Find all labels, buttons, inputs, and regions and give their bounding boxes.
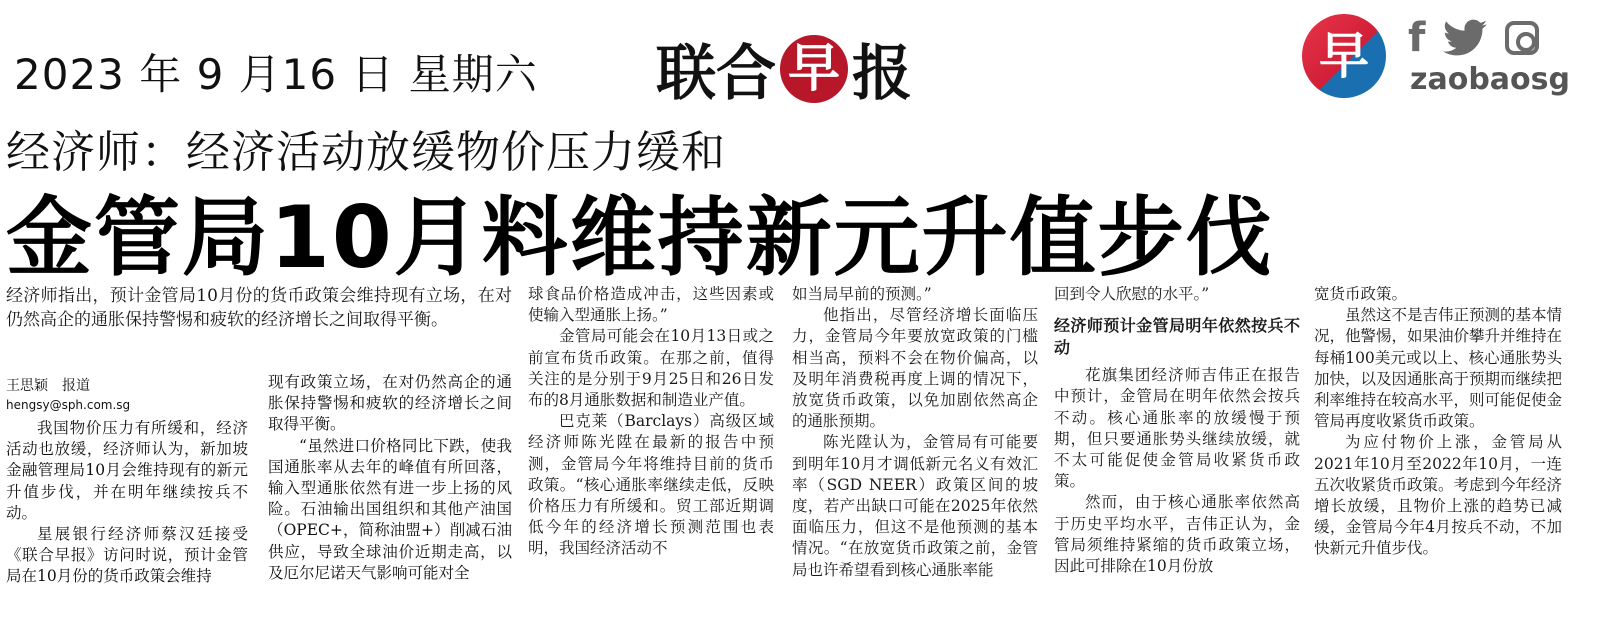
article-kicker: 经济师：经济活动放缓物价压力缓和 [6,127,726,178]
publication-date: 2023 年 9 月16 日 星期六 [14,50,538,99]
twitter-icon[interactable] [1443,19,1487,57]
article-lead: 经济师指出，预计金管局10月份的货币政策会维持现有立场，在对仍然高企的通胀保持警惕和疲软的经济增长之间取得平衡。 [6,286,512,330]
byline: 王思颖 报道 [6,378,90,394]
column-1a [6,372,248,588]
paragraph: 花旗集团经济师吉伟正在报告中预计，金管局在明年依然会按兵不动。核心通胀率的放缓慢于预期，但只要通胀势头继续放缓，就不太可能促使金管局收紧货币政策。 [1054,366,1300,491]
column-1b [268,372,512,584]
paragraph: 金管局可能会在10月13日或之前宣布货币政策。在那之前，值得关注的是分别于9月25日和26日发布的8月通胀数据和制造业产值。 [528,327,774,410]
paragraph: 宽货币政策。 [1314,285,1408,303]
lead-block [6,284,512,340]
masthead-logo [656,26,912,112]
zaobao-round-logo: 早 [1302,14,1386,98]
masthead-right-text: 报 [852,39,912,109]
section-subhead: 经济师预计金管局明年依然按兵不动 [1054,316,1300,358]
article-headline: 金管局10月料维持新元升值步伐 [6,188,1274,288]
masthead-circle-char: 早 [780,35,848,103]
masthead-left-text: 联合 [656,39,776,109]
author-email[interactable]: hengsy@sph.com.sg [6,398,131,412]
paragraph: “虽然进口价格同比下跌，使我国通胀率从去年的峰值有所回落，输入型通胀依然有进一步上扬的风险。石油输出国组织和其他产油国（OPEC+，简称油盟+）削减石油供应，导致全球油价近期走高，以及厄尔尼诺天气影响可能对全 [268,436,512,582]
column-5 [1314,284,1562,560]
facebook-icon[interactable]: f [1408,15,1426,61]
paragraph: 虽然这不是吉伟正预测的基本情况，他警惕，如果油价攀升并维持在每桶100美元或以上、核心通胀势头加快，以及因通胀高于预期而继续把利率维持在较高水平，则可能促使金管局再度收紧货币政策。 [1314,306,1563,431]
paragraph: 他指出，尽管经济增长面临压力，金管局今年要放宽政策的门槛相当高，预料不会在物价偏高，以及明年消费税再度上调的情况下，放宽货币政策，以免加剧依然高企的通胀预期。 [792,306,1038,431]
paragraph: 陈光陞认为，金管局有可能要到明年10月才调低新元名义有效汇率（SGD NEER）政策区间的坡度，若产出缺口可能在2025年依然面临压力，但这不是他预测的基本情况。“在放宽货币政策之前，金管局也许希望看到核心通胀率能 [792,433,1038,579]
column-4 [1054,284,1300,577]
paragraph: 球食品价格造成冲击，这些因素或使输入型通胀上扬。” [528,285,774,325]
paragraph: 如当局早前的预测。” [792,285,932,303]
paragraph: 回到令人欣慰的水平。” [1054,285,1210,303]
instagram-icon[interactable] [1505,21,1539,55]
paragraph: 现有政策立场，在对仍然高企的通胀保持警惕和疲软的经济增长之间取得平衡。 [268,373,512,434]
column-3 [792,284,1038,581]
paragraph: 为应付物价上涨，金管局从2021年10月至2022年10月，一连五次收紧货币政策。考虑到今年经济增长放缓，且物价上涨的趋势已减缓，金管局今年4月按兵不动，不加快新元升值步伐。 [1314,433,1563,558]
paragraph: 巴克莱（Barclays）高级区域经济师陈光陞在最新的报告中预测，金管局今年将维持目前的货币政策。“核心通胀率继续走低，反映价格压力有所缓和。贸工部近期调低今年的经济增长预测范围也表明，我国经济活动不 [528,412,774,558]
social-handle: zaobaosg [1410,62,1570,97]
social-icons [1408,15,1539,61]
paragraph: 我国物价压力有所缓和，经济活动也放缓，经济师认为，新加坡金融管理局10月会维持现有的新元升值步伐，并在明年继续按兵不动。 [6,419,248,522]
paragraph: 星展银行经济师蔡汉廷接受《联合早报》访问时说，预计金管局在10月份的货币政策会维持 [6,525,248,586]
column-2 [528,284,774,560]
paragraph: 然而，由于核心通胀率依然高于历史平均水平，吉伟正认为，金管局须维持紧缩的货币政策立场，因此可排除在10月份放 [1054,493,1300,576]
